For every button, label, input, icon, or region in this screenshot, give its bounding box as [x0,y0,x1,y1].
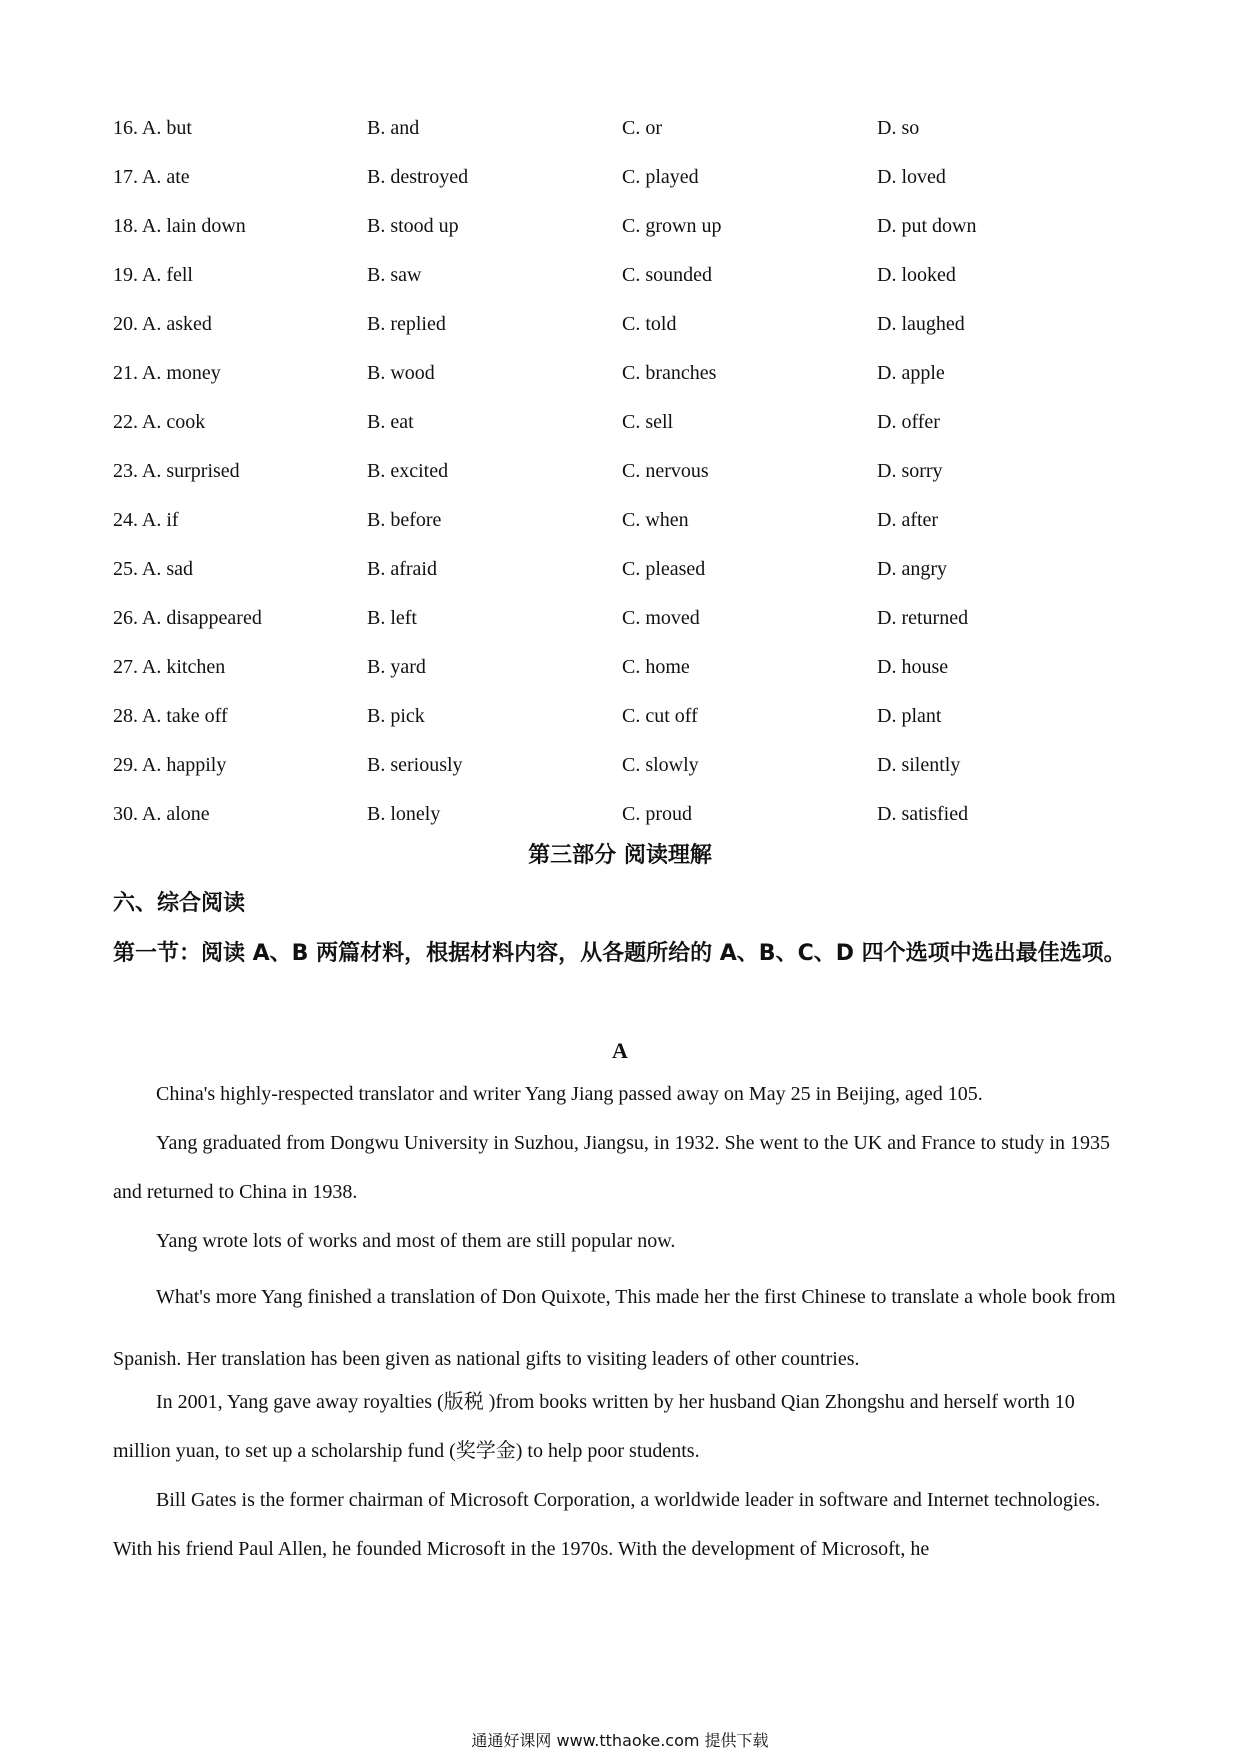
option-b: B. left [367,607,417,629]
option-row [113,349,1143,398]
option-d: D. returned [877,607,969,629]
option-b: B. replied [367,313,446,335]
option-a: 29. A. happily [113,754,227,776]
option-row [113,153,1143,202]
option-a: 17. A. ate [113,166,190,188]
option-d: D. laughed [877,313,965,335]
option-row [113,545,1143,594]
section-title: 第三部分 阅读理解 [528,843,712,868]
option-row [113,643,1143,692]
option-c: C. when [622,509,689,531]
option-row [113,496,1143,545]
option-a: 16. A. but [113,117,192,139]
option-d: D. put down [877,215,977,237]
option-b: B. stood up [367,215,459,237]
option-c: C. branches [622,362,717,384]
option-c: C. slowly [622,754,699,776]
option-a: 21. A. money [113,362,221,384]
option-row [113,447,1143,496]
option-b: B. seriously [367,754,463,776]
paragraph: Yang graduated from Dongwu University in Suzhou, Jiangsu, in 1932. She went to the UK and France to study in 1935 and returned to China in 1938. [113,1132,1110,1203]
option-a: 23. A. surprised [113,460,240,482]
option-a: 18. A. lain down [113,215,246,237]
option-b: B. excited [367,460,449,482]
option-d: D. apple [877,362,945,384]
option-row [113,692,1143,741]
option-d: D. plant [877,705,942,727]
option-row [113,104,1143,153]
option-d: D. satisfied [877,803,969,825]
option-row [113,790,1143,839]
option-a: 19. A. fell [113,264,193,286]
option-d: D. house [877,656,949,678]
paragraph: China's highly-respected translator and writer Yang Jiang passed away on May 25 in Beijing, aged 105. [156,1083,983,1105]
option-b: B. pick [367,705,425,727]
option-c: C. sounded [622,264,712,286]
option-row [113,398,1143,447]
option-d: D. looked [877,264,956,286]
option-c: C. cut off [622,705,698,727]
instruction-text: 第一节：阅读 A、B 两篇材料，根据材料内容，从各题所给的 A、B、C、D 四个选项中选出最佳选项。 [113,941,1126,966]
option-a: 30. A. alone [113,803,210,825]
option-row [113,202,1143,251]
option-c: C. moved [622,607,700,629]
option-a: 26. A. disappeared [113,607,262,629]
option-a: 24. A. if [113,509,179,531]
option-c: C. grown up [622,215,722,237]
option-c: C. sell [622,411,674,433]
option-c: C. told [622,313,677,335]
option-c: C. proud [622,803,692,825]
footer-credit: 通通好课网 www.tthaoke.com 提供下载 [471,1731,769,1750]
option-d: D. loved [877,166,946,188]
option-b: B. yard [367,656,426,678]
option-b: B. eat [367,411,414,433]
option-d: D. sorry [877,460,943,482]
option-a: 25. A. sad [113,558,193,580]
option-row [113,300,1143,349]
option-d: D. offer [877,411,940,433]
option-c: C. pleased [622,558,706,580]
option-b: B. afraid [367,558,437,580]
option-d: D. so [877,117,920,139]
paragraph: Yang wrote lots of works and most of them are still popular now. [156,1230,676,1252]
option-d: D. silently [877,754,961,776]
option-c: C. nervous [622,460,709,482]
paragraph: What's more Yang finished a translation of Don Quixote, This made her the first Chinese to translate a whole book from Spanish. Her translation has been given as national gifts to visiting leaders of other countries. [113,1286,1116,1370]
option-a: 22. A. cook [113,411,206,433]
part-heading: 六、综合阅读 [113,891,246,916]
option-b: B. lonely [367,803,441,825]
option-a: 20. A. asked [113,313,212,335]
option-b: B. saw [367,264,422,286]
paragraph: In 2001, Yang gave away royalties (版税 )from books written by her husband Qian Zhongshu and herself worth 10 million yuan, to set up a scholarship fund (奖学金) to help poor students. [113,1391,1075,1462]
passage-label: A [612,1038,628,1063]
option-b: B. and [367,117,420,139]
option-d: D. angry [877,558,947,580]
option-a: 28. A. take off [113,705,228,727]
option-c: C. home [622,656,690,678]
option-b: B. wood [367,362,435,384]
option-b: B. before [367,509,442,531]
option-c: C. or [622,117,662,139]
option-row [113,594,1143,643]
option-c: C. played [622,166,699,188]
paragraph: Bill Gates is the former chairman of Microsoft Corporation, a worldwide leader in software and Internet technologies. With his friend Paul Allen, he founded Microsoft in the 1970s. With the development of Microsoft, he [113,1489,1101,1560]
option-b: B. destroyed [367,166,469,188]
option-row [113,741,1143,790]
options-list [113,104,1143,839]
option-a: 27. A. kitchen [113,656,226,678]
option-row [113,251,1143,300]
option-d: D. after [877,509,939,531]
